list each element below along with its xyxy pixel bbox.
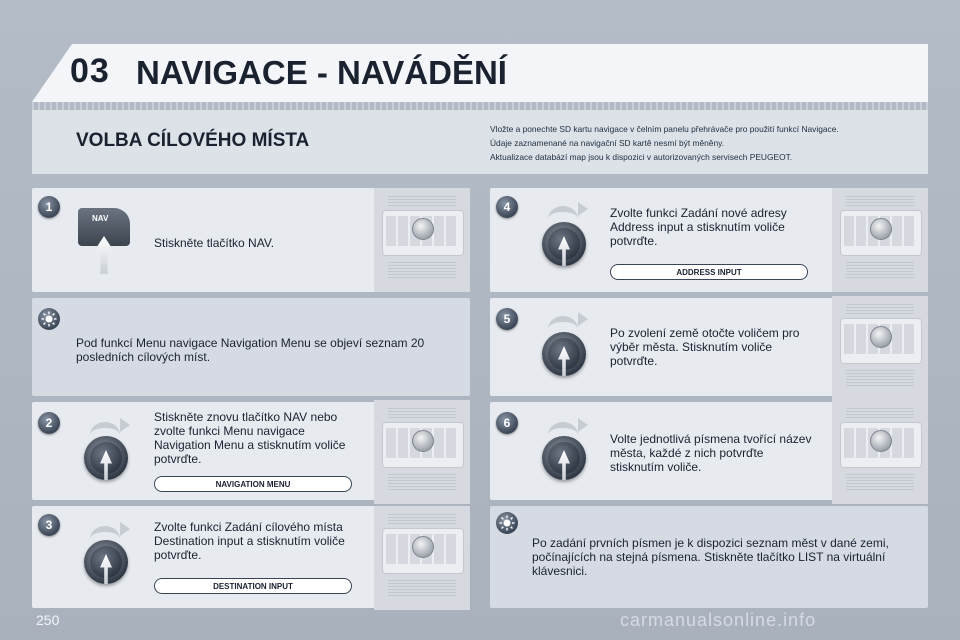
- lightbulb-icon: [496, 512, 518, 534]
- step-2-text: Stiskněte znovu tlačítko NAV nebo zvolte funkci Menu navigace Navigation Menu a stisknutím voliče potvrďte.: [154, 410, 346, 466]
- radio-unit-image: [374, 506, 470, 610]
- tip-1-text: Pod funkcí Menu navigace Navigation Menu se objeví seznam 20 posledních cílových míst.: [76, 336, 425, 364]
- step-6-badge: 6: [496, 412, 518, 434]
- selector-knob-icon: [542, 222, 586, 266]
- tip-2-text: Po zadání prvních písmen je k dispozici seznam měst v dané zemi, počínajících na stejná písmena. Stiskněte tlačítko LIST na virtuální klávesnici.: [532, 536, 889, 578]
- step-1-text: Stiskněte tlačítko NAV.: [154, 236, 275, 250]
- step-5-badge: 5: [496, 308, 518, 330]
- selector-knob-icon: [542, 332, 586, 376]
- intro-text: [490, 122, 915, 164]
- header-stripes: [32, 102, 928, 110]
- step-4-badge: 4: [496, 196, 518, 218]
- intro-line-3: Aktualizace databází map jsou k dispozici v autorizovaných servisech PEUGEOT.: [490, 152, 793, 162]
- section-title: VOLBA CÍLOVÉHO MÍSTA: [76, 130, 310, 151]
- step-6-text: Volte jednotlivá písmena tvořící název města, každé z nich potvrďte stisknutím voliče.: [610, 432, 812, 474]
- navigation-menu-button: NAVIGATION MENU: [154, 476, 352, 492]
- selector-knob-icon: [84, 540, 128, 584]
- selector-knob-icon: [84, 436, 128, 480]
- radio-unit-image: [832, 188, 928, 292]
- radio-unit-image: [832, 296, 928, 400]
- chapter-number: 03: [70, 52, 110, 90]
- lightbulb-icon: [38, 308, 60, 330]
- intro-line-2: Údaje zaznamenané na navigační SD kartě nesmí být měněny.: [490, 138, 725, 148]
- nav-key: NAV: [78, 208, 130, 246]
- page-number: 250: [36, 612, 60, 628]
- watermark: carmanualsonline.info: [620, 610, 817, 630]
- step-1-badge: 1: [38, 196, 60, 218]
- step-3-text: Zvolte funkci Zadání cílového místa Destination input a stisknutím voliče potvrďte.: [154, 520, 345, 562]
- step-3-badge: 3: [38, 514, 60, 536]
- destination-input-button: DESTINATION INPUT: [154, 578, 352, 594]
- radio-unit-image: [374, 188, 470, 292]
- page-title: NAVIGACE - NAVÁDĚNÍ: [136, 54, 507, 91]
- step-5-text: Po zvolení země otočte voličem pro výběr města. Stisknutím voliče potvrďte.: [610, 326, 800, 368]
- selector-knob-icon: [542, 436, 586, 480]
- address-input-button: ADDRESS INPUT: [610, 264, 808, 280]
- step-2-badge: 2: [38, 412, 60, 434]
- radio-unit-image: [832, 400, 928, 504]
- radio-unit-image: [374, 400, 470, 504]
- step-4-text: Zvolte funkci Zadání nové adresy Address input a stisknutím voliče potvrďte.: [610, 206, 787, 248]
- intro-line-1: Vložte a ponechte SD kartu navigace v čelním panelu přehrávače pro použití funkcí Navigace.: [490, 124, 839, 134]
